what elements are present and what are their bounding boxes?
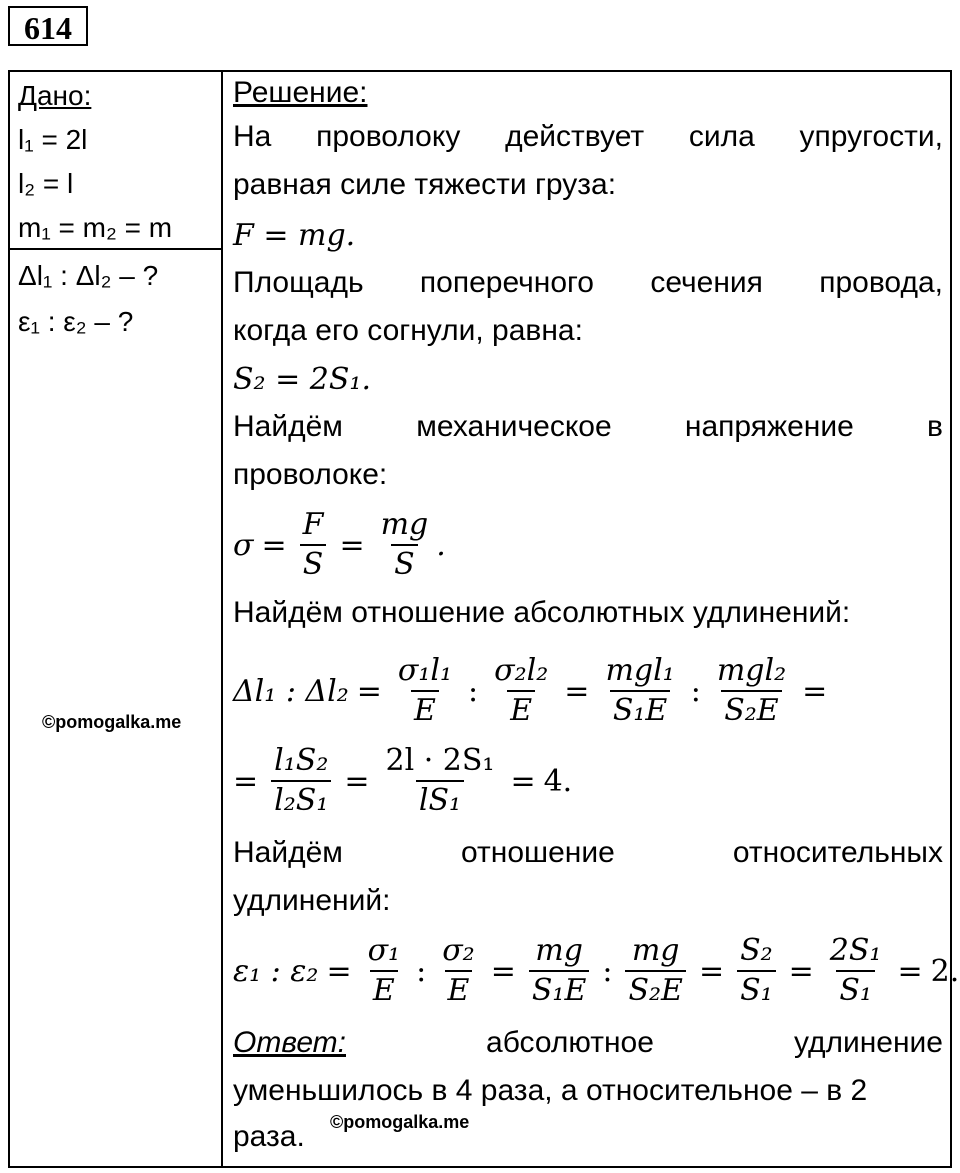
answer-line1 <box>233 1026 943 1060</box>
fraction <box>439 932 478 1010</box>
equals: = <box>326 953 352 989</box>
answer-line3: раза. <box>233 1120 305 1153</box>
word: провода, <box>819 266 943 299</box>
numerator: σ₁ <box>367 933 401 968</box>
symbol: σ <box>233 527 254 563</box>
equals: = <box>802 673 828 709</box>
numerator: 2l · 2S₁ <box>385 743 495 778</box>
p3-line1 <box>233 410 943 444</box>
fraction <box>529 932 589 1010</box>
fraction <box>714 652 789 730</box>
equals: = <box>490 953 516 989</box>
fraction <box>602 652 677 730</box>
denominator: S <box>300 544 327 584</box>
word: На <box>233 120 272 153</box>
word: проволоку <box>316 120 461 153</box>
equals: = <box>261 527 287 563</box>
word: действует <box>505 120 645 153</box>
numerator: F <box>302 507 324 542</box>
word: упругости, <box>799 120 943 153</box>
word: Площадь <box>233 266 364 299</box>
equals: = <box>788 953 814 989</box>
denominator: S₁E <box>610 690 670 730</box>
formula-force: F = mg. <box>233 218 356 253</box>
period: . <box>436 527 446 563</box>
colon: : <box>602 953 613 989</box>
word: абсолютное <box>486 1026 654 1059</box>
watermark-bottom: ©pomogalka.me <box>330 1112 470 1132</box>
column-divider <box>221 70 223 1168</box>
numerator: σ₁l₁ <box>397 653 453 688</box>
colon: : <box>468 673 479 709</box>
equals: = <box>698 953 725 989</box>
p1-line1 <box>233 120 943 154</box>
denominator: S₂E <box>625 970 685 1010</box>
fraction <box>271 742 331 820</box>
word: механическое <box>416 410 612 443</box>
p5-line2: удлинений: <box>233 884 391 917</box>
p1-line2: равная силе тяжести груза: <box>233 168 617 201</box>
numerator: mg <box>380 507 429 542</box>
lhs: ε₁ : ε₂ <box>233 953 319 989</box>
formula-area: S₂ = 2S₁. <box>233 362 371 397</box>
word: относительных <box>732 836 943 869</box>
numerator: mgl₂ <box>716 653 787 688</box>
answer-line2: уменьшилось в 4 раза, а относительное – в 2 <box>233 1074 868 1107</box>
find-abs-ratio: Δl₁ : Δl₂ – ? <box>18 260 159 291</box>
result: 2. <box>930 953 960 989</box>
denominator: S <box>391 544 418 584</box>
numerator: mg <box>535 933 583 968</box>
equals: = <box>564 673 590 709</box>
word: отношение <box>461 836 615 869</box>
equals: = <box>339 527 365 563</box>
given-header: Дано: <box>18 80 92 111</box>
colon: : <box>690 673 701 709</box>
equals: = <box>356 673 382 709</box>
numerator: l₁S₂ <box>274 743 329 778</box>
denominator: E <box>370 970 398 1010</box>
formula-abs-ratio <box>233 652 835 730</box>
find-rel-ratio: ε₁ : ε₂ – ? <box>18 306 134 337</box>
fraction <box>395 652 455 730</box>
fraction <box>827 932 885 1010</box>
denominator: lS₁ <box>416 780 464 820</box>
denominator: S₁E <box>529 970 589 1010</box>
formula-stress <box>233 506 446 584</box>
answer-label: Ответ: <box>233 1026 346 1059</box>
p3-line2: проволоке: <box>233 458 388 491</box>
watermark: ©pomogalka.me <box>42 712 182 732</box>
word: сечения <box>650 266 763 299</box>
denominator: S₂E <box>721 690 781 730</box>
p5-line1 <box>233 836 943 870</box>
problem-number: 614 <box>8 6 88 46</box>
given-l2: l₂ = l <box>18 168 74 199</box>
fraction <box>625 932 685 1010</box>
formula-rel-ratio <box>233 932 959 1010</box>
numerator: mg <box>631 933 680 968</box>
numerator: S₂ <box>740 933 773 968</box>
given-l1: l₁ = 2l <box>18 124 88 155</box>
numerator: 2S₁ <box>829 933 882 968</box>
fraction <box>365 932 404 1010</box>
word: Найдём <box>233 836 343 869</box>
formula-abs-ratio-cont <box>233 742 572 820</box>
colon: : <box>416 953 427 989</box>
result: 4. <box>543 763 573 799</box>
given-mass: m₁ = m₂ = m <box>18 212 173 243</box>
equals: = <box>510 763 536 799</box>
p2-line1 <box>233 266 943 300</box>
denominator: l₂S₁ <box>271 780 331 820</box>
p4: Найдём отношение абсолютных удлинений: <box>233 596 851 629</box>
denominator: S₁ <box>737 970 776 1010</box>
solution-header: Решение: <box>233 76 368 109</box>
numerator: σ₂ <box>442 933 475 968</box>
word: удлинение <box>793 1026 943 1059</box>
fraction <box>378 506 432 584</box>
fraction <box>491 652 551 730</box>
denominator: E <box>411 690 439 730</box>
word: напряжение <box>684 410 854 443</box>
word: Найдём <box>233 410 343 443</box>
word: в <box>927 410 943 443</box>
numerator: mgl₁ <box>605 653 675 688</box>
fraction <box>300 506 327 584</box>
fraction <box>382 742 497 820</box>
equals: = <box>344 763 370 799</box>
fraction <box>737 932 776 1010</box>
lhs: Δl₁ : Δl₂ <box>233 673 349 709</box>
denominator: E <box>445 970 473 1010</box>
word: поперечного <box>419 266 594 299</box>
numerator: σ₂l₂ <box>494 653 549 688</box>
equals: = <box>233 763 259 799</box>
equals: = <box>897 953 923 989</box>
denominator: S₁ <box>836 970 875 1010</box>
p2-line2: когда его согнули, равна: <box>233 314 583 347</box>
word: сила <box>688 120 755 153</box>
denominator: E <box>507 690 535 730</box>
